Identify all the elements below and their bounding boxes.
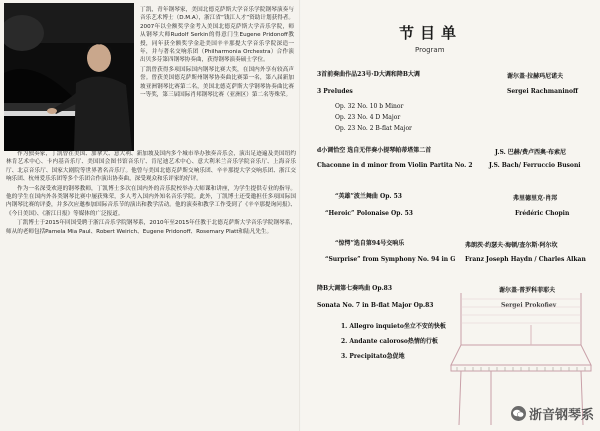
bio-paragraph-3: 作为独奏家，丁凯曾在美国、加拿大、意大利、新加坡及国内多个城市举办独奏音乐会，演出足迹遍及美国纽约林肯艺术中心、卡内基音乐厅、美国国会图书馆音乐厅、肯尼迪艺术中心、意大利米兰音乐学院音乐厅、上海音乐厅、北京音乐厅、国家大剧院等世界著名音乐厅。他曾与美国北德克萨斯交响乐团、辛辛那提大学交响乐团、浙江交响乐团、杭州爱乐乐团等多个乐团合作演出协奏曲，深受观众和乐评家的好评。	[6, 151, 296, 183]
piece-3-title-en: “Heroic” Polonaise Op. 53	[325, 210, 413, 217]
bio-paragraph-2: 丁凯曾获得多项国际国内钢琴比赛大奖，在国内外享有较高声誉。曾获美国德克萨斯州钢琴协奏曲比赛第一名，第八届新加坡亚洲钢琴比赛第二名，美国北德克萨斯大学钢琴协奏曲比赛一等奖，第三届国际肖邦钢琴比赛（亚洲区）第二名等殊荣。	[140, 66, 294, 99]
bio-paragraph-5: 丁凯博士于2015年回国受聘于浙江音乐学院钢琴系，2010年至2015年任教于北德克萨斯大学音乐学院钢琴系，师从的老师包括Pamela Mia Paul、Robert Weirich、Eugene Pridonoff、Rosemary Platt和陆凡先生。	[6, 220, 296, 235]
piece-1-item-2: Op. 23 No. 4 D Major	[335, 114, 401, 121]
piece-4-composer-en: Franz Joseph Haydn / Charles Alkan	[465, 256, 586, 263]
piece-5-composer-cn: 谢尔盖·普罗科菲耶夫	[499, 287, 556, 294]
piece-5-composer-en: Sergei Prokofiev	[501, 302, 557, 309]
piece-5-item-2: 2. Andante caloroso热情的行板	[341, 338, 438, 345]
piece-1-title-en: 3 Preludes	[317, 88, 353, 95]
pianist-photo	[4, 3, 134, 151]
piece-4-composer-cn: 弗朗茨·约瑟夫·海顿/查尔斯·阿尔坎	[465, 242, 558, 249]
wechat-icon	[511, 406, 526, 421]
watermark	[511, 404, 594, 423]
piece-5-title-en: Sonata No. 7 in B-flat Major Op.83	[317, 302, 434, 309]
piece-1-composer-cn: 谢尔盖·拉赫玛尼诺夫	[507, 73, 564, 80]
piece-1-title-cn: 3首前奏曲作品23号·D大调和降B大调	[317, 71, 420, 78]
watermark-text: 浙音钢琴系	[528, 408, 594, 423]
bio-paragraph-1: 丁凯，青年钢琴家，美国北德克萨斯大学音乐学院钢琴演奏与音乐艺术博士（D.M.A），浙江省“钱江人才”资助计划获得者。2007年以全额奖学金考入美国北德克萨斯大学音乐学院，师从钢琴大师Rudolf Serkin的得意门生Eugene Pridonoff教授，同年获全额奖学金赴美国辛辛那提大学音乐学院深造一年，并与著名交响乐团（Philharmonia Orchestra）合作演出贝多芬第四钢琴协奏曲，获得钢琴演奏硕士学位。	[140, 7, 294, 64]
piece-1-item-3: Op. 23 No. 2 B-flat Major	[335, 125, 412, 132]
piece-5-item-3: 3. Precipitato急促地	[341, 353, 405, 360]
piece-3-composer-cn: 弗里德里克·肖邦	[513, 195, 558, 202]
piece-3-title-cn: “英雄”波兰舞曲 Op. 53	[335, 193, 402, 200]
piece-4-title-en: “Surprise” from Symphony No. 94 in G	[325, 256, 456, 263]
piece-5-item-1: 1. Allegro inquieto坐立不安的快板	[341, 323, 446, 330]
right-page	[301, 0, 600, 431]
program-title: 节目单	[399, 24, 463, 42]
piece-2-composer-cn: J.S. 巴赫/费卢西奥·布索尼	[495, 149, 567, 156]
piece-2-title-cn: d小调恰空 选自无伴奏小提琴帕蒂塔第二首	[317, 147, 432, 154]
bio-paragraph-4: 作为一名深受欢迎的钢琴教师，丁凯博士多次在国内外的音乐院校举办大师课和讲座，为学生提供专业的指导。他的学生在国内外各类钢琴比赛中屡获殊荣，多人考入国内外知名音乐学院。此外，丁凯博士还受邀担任多项国际国内钢琴比赛的评委，并多次应邀参加国际音乐节的演出和教学活动。他的演奏和教学工作受到了《辛辛那提询问报》、《今日美国》、《浙江日报》等媒体的广泛报道。	[6, 185, 296, 217]
piece-5-title-cn: 降B大调第七奏鸣曲 Op.83	[317, 285, 393, 292]
piece-3-composer-en: Frédéric Chopin	[515, 210, 570, 217]
piece-1-item-1: Op. 32 No. 10 b Minor	[335, 103, 404, 110]
bio-text-upper	[140, 6, 294, 100]
bio-text-lower	[6, 150, 296, 237]
piece-2-composer-en: J.S. Bach/ Ferruccio Busoni	[489, 162, 581, 169]
program-subtitle: Program	[415, 46, 445, 54]
piece-2-title-en: Chaconne in d minor from Violin Partita No. 2	[317, 162, 473, 169]
piece-4-title-cn: “惊愕”选自第94号交响乐	[335, 240, 405, 247]
piece-1-composer-en: Sergei Rachmaninoff	[507, 88, 578, 95]
